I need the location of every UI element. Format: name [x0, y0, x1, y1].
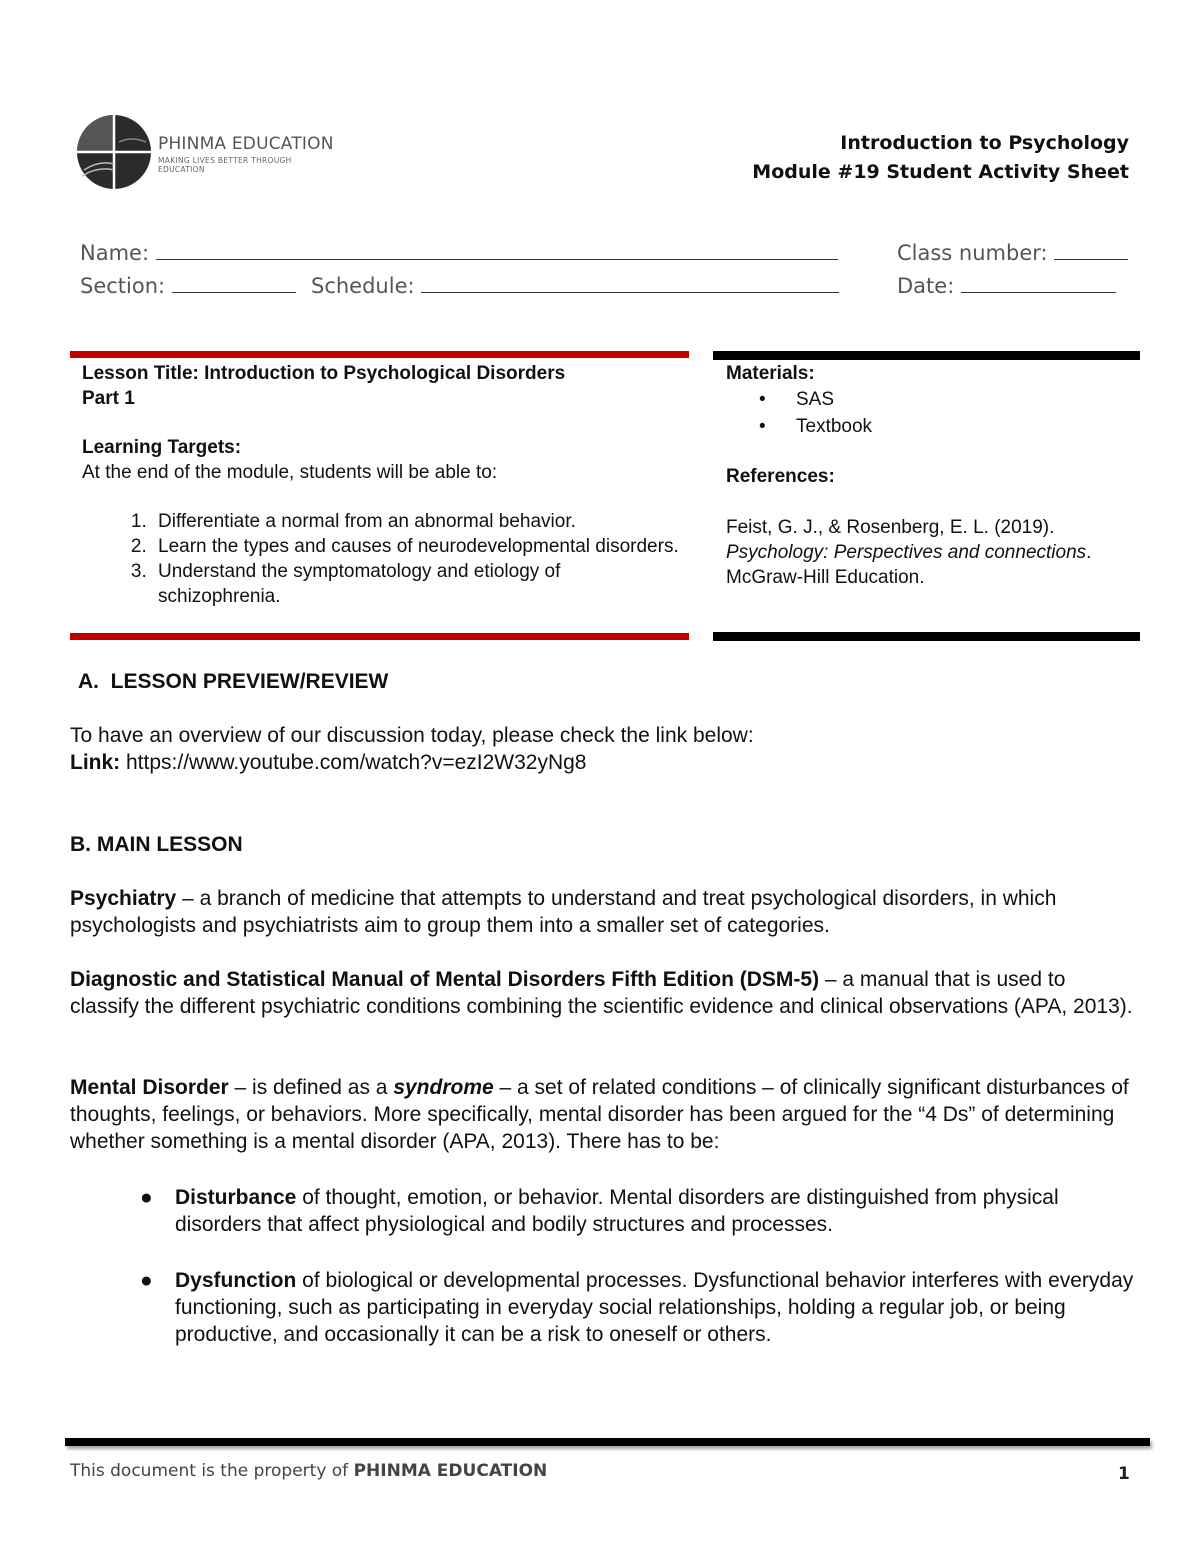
psychiatry-paragraph [70, 885, 1140, 939]
video-link[interactable]: https://www.youtube.com/watch?v=ezI2W32yNg8 [120, 751, 587, 774]
section-field[interactable] [80, 272, 296, 298]
references-heading: References: [726, 466, 835, 487]
date-line[interactable] [961, 272, 1116, 293]
psychiatry-term: Psychiatry [70, 887, 177, 910]
date-label: Date: [897, 274, 955, 298]
name-line[interactable] [156, 239, 838, 260]
schedule-label: Schedule: [311, 274, 415, 298]
bullet-icon: ● [140, 1186, 153, 1209]
target-item: 3. Understand the symptomatology and etiology of schizophrenia. [152, 559, 682, 609]
material-item: • Textbook [796, 413, 1126, 440]
bullet-icon: ● [140, 1269, 153, 1292]
materials-heading: Materials: [726, 363, 815, 384]
disturbance-text: of thought, emotion, or behavior. Mental disorders are distinguished from physical disorders that affect physiological and bodily structures and processes. [175, 1186, 1059, 1236]
section-label: Section: [80, 274, 166, 298]
class-number-field[interactable] [897, 239, 1128, 265]
section-a-title: LESSON PREVIEW/REVIEW [110, 670, 389, 693]
class-number-label: Class number: [897, 241, 1048, 265]
name-field[interactable] [80, 239, 838, 265]
materials-box [726, 361, 1126, 590]
course-title: Introduction to Psychology [840, 132, 1129, 154]
disturbance-bullet [175, 1184, 1135, 1238]
lesson-part: Part 1 [82, 388, 135, 409]
dysfunction-term: Dysfunction [175, 1269, 297, 1292]
target-item: 1. Differentiate a normal from an abnormal behavior. [152, 509, 682, 534]
materials-list [726, 386, 1126, 440]
schedule-line[interactable] [421, 272, 839, 293]
lesson-box [82, 361, 682, 609]
mental-disorder-def-a: – is defined as a [228, 1076, 394, 1099]
module-title: Module #19 Student Activity Sheet [752, 161, 1129, 183]
mental-disorder-term: Mental Disorder [70, 1076, 229, 1099]
mental-disorder-def-b: – a set of related conditions – of clinically significant disturbances of thoughts, feelings, or behaviors. More specifically, mental disorder has been argued for the “4 Ds” of determining whether something is a mental disorder (APA, 2013). There has to be: [70, 1076, 1129, 1153]
materials-box-bottom-rule [713, 632, 1140, 641]
dsm-term: Diagnostic and Statistical Manual of Mental Disorders Fifth Edition (DSM-5) [70, 968, 820, 991]
section-line[interactable] [172, 272, 296, 293]
footer-notice [70, 1461, 547, 1481]
date-field[interactable] [897, 272, 1116, 298]
page-number: 1 [1118, 1464, 1130, 1484]
targets-list [82, 509, 682, 609]
section-a-intro: To have an overview of our discussion today, please check the link below: [70, 724, 754, 747]
logo-tagline: MAKING LIVES BETTER THROUGH EDUCATION [158, 156, 292, 174]
dysfunction-bullet [175, 1267, 1135, 1348]
footer-text: This document is the property of [70, 1461, 354, 1481]
section-a-heading [78, 668, 388, 695]
reference-authors: Feist, G. J., & Rosenberg, E. L. (2019). [726, 517, 1055, 538]
syndrome-term: syndrome [393, 1076, 494, 1099]
class-number-line[interactable] [1054, 239, 1128, 260]
material-item: • SAS [796, 386, 1126, 413]
lesson-box-bottom-rule [70, 633, 689, 640]
logo-name: PHINMA EDUCATION [158, 134, 334, 154]
mental-disorder-paragraph [70, 1074, 1140, 1155]
target-item: 2. Learn the types and causes of neurodevelopmental disorders. [152, 534, 682, 559]
targets-intro: At the end of the module, students will be able to: [82, 462, 498, 483]
section-b-heading: B. MAIN LESSON [70, 833, 243, 856]
reference-publisher: . McGraw-Hill Education. [726, 542, 1092, 588]
materials-box-top-rule [713, 351, 1140, 360]
dsm-definition: – a manual that is used to classify the different psychiatric conditions combining the scientific evidence and clinical observations (APA, 2013). [70, 968, 1133, 1018]
lesson-box-top-rule [70, 351, 689, 358]
name-label: Name: [80, 241, 150, 265]
phinma-emblem-icon [74, 112, 154, 192]
reference-entry [726, 515, 1126, 590]
targets-heading: Learning Targets: [82, 437, 242, 458]
phinma-logo [74, 112, 334, 192]
footer-org: PHINMA EDUCATION [353, 1461, 548, 1481]
reference-title: Psychology: Perspectives and connections [726, 542, 1087, 563]
disturbance-term: Disturbance [175, 1186, 297, 1209]
dsm-paragraph [70, 966, 1140, 1020]
dysfunction-text: of biological or developmental processes. Dysfunctional behavior interferes with everyday functioning, such as participating in everyday social relationships, holding a regular job, or being productive, and occasionally it can be a risk to oneself or others. [175, 1269, 1134, 1346]
lesson-title: Lesson Title: Introduction to Psychological Disorders [82, 363, 566, 384]
footer-rule [65, 1438, 1150, 1446]
link-label: Link: [70, 751, 121, 774]
psychiatry-definition: – a branch of medicine that attempts to understand and treat psychological disorders, in which psychologists and psychiatrists aim to group them into a smaller set of categories. [70, 887, 1057, 937]
section-a-letter: A. [78, 670, 99, 693]
section-a-link[interactable] [70, 749, 1140, 776]
schedule-field[interactable] [311, 272, 839, 298]
